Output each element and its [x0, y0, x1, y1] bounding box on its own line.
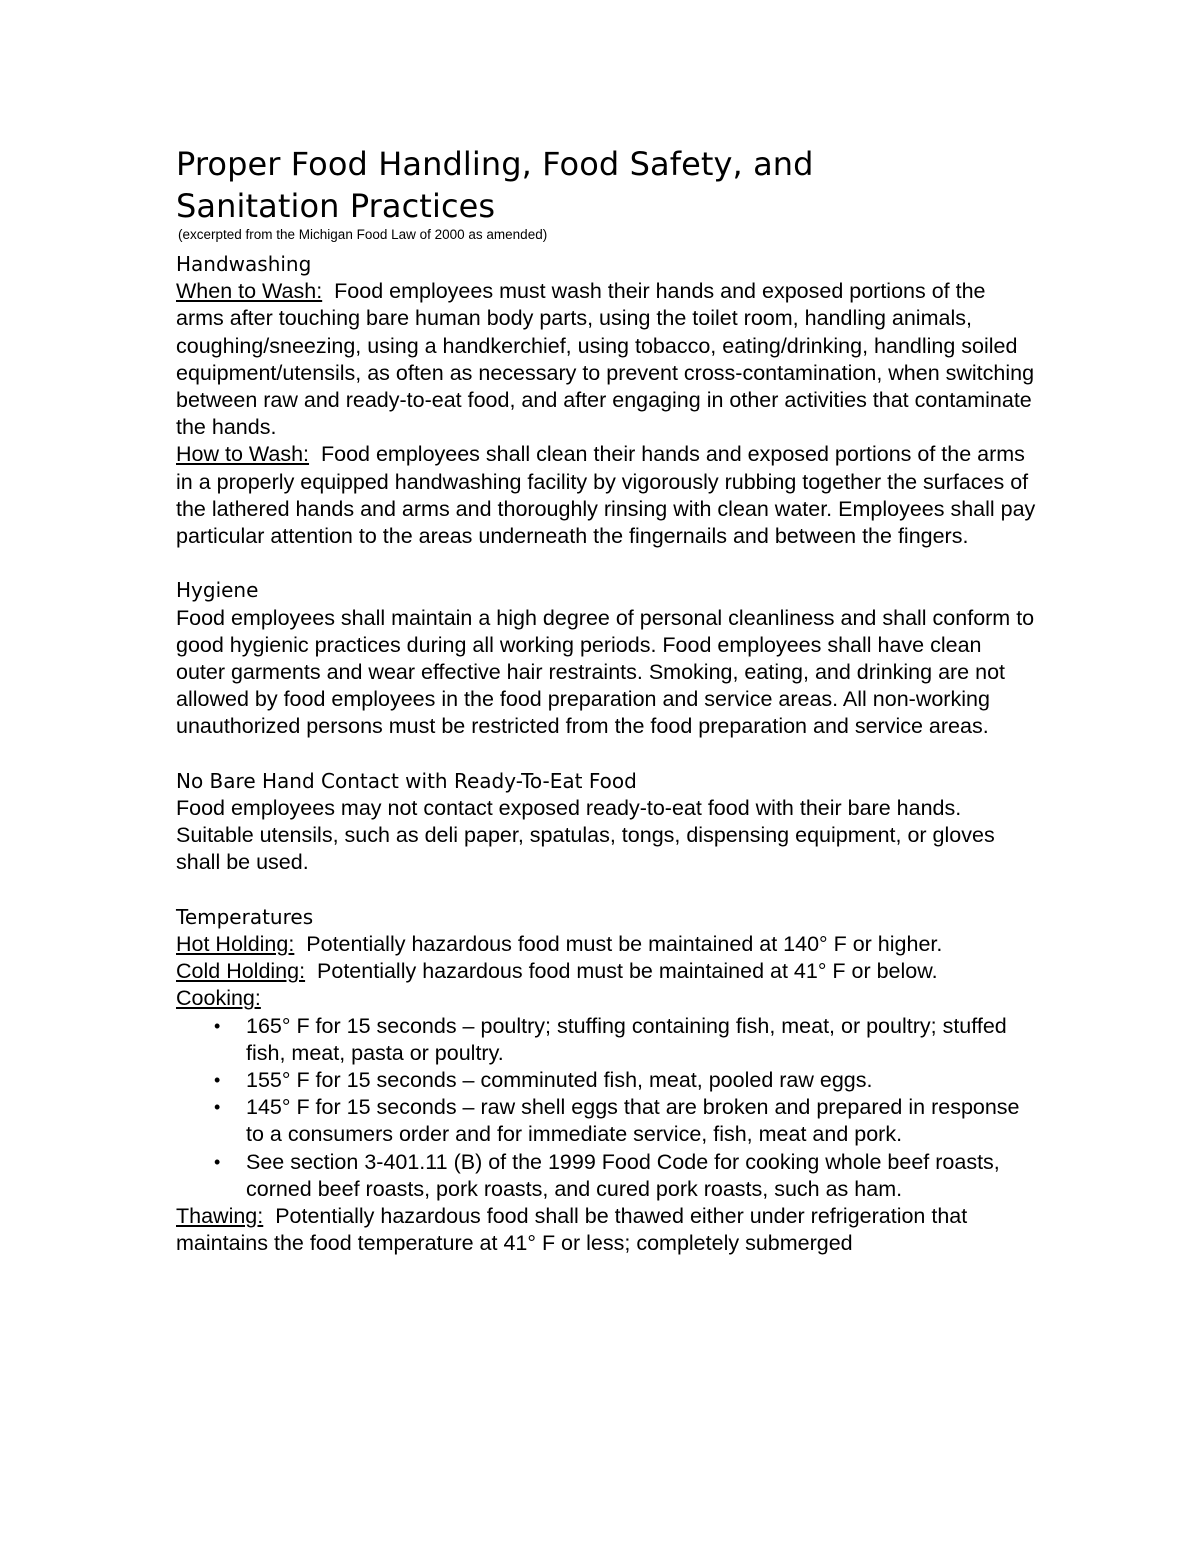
bullet-icon: • — [214, 1151, 221, 1172]
title-line-1: Proper Food Handling, Food Safety, and — [176, 145, 814, 183]
text-cold-holding: Potentially hazardous food must be maintained at 41° F or below. — [317, 959, 938, 984]
text-hot-holding: Potentially hazardous food must be maintained at 140° F or higher. — [306, 932, 943, 957]
list-item — [176, 1067, 1036, 1094]
list-item-text: See section 3-401.11 (B) of the 1999 Food Code for cooking whole beef roasts, corned beef roasts, pork roasts, and cured pork roasts, such as ham. — [246, 1149, 1000, 1201]
text-when-to-wash: Food employees must wash their hands and exposed portions of the arms after touching bare human body parts, using the toilet room, handling animals, coughing/sneezing, using a handkerchief, using tobacco, eating/drinking, handling soiled equipment/utensils, as often as necessary to prevent cross-contamination, when switching between raw and ready-to-eat food, and after engaging in other activities that contaminate the hands. — [176, 279, 1035, 440]
section-no-bare-hand-contact — [176, 768, 1036, 877]
section-heading-handwashing: Handwashing — [176, 252, 312, 276]
list-item — [176, 1149, 1036, 1203]
paragraph-thawing — [176, 1203, 1036, 1257]
label-cold-holding: Cold Holding: — [176, 959, 306, 984]
paragraph-cold-holding — [176, 958, 1036, 985]
paragraph-how-to-wash — [176, 441, 1036, 550]
paragraph-no-bare-hand-contact: Food employees may not contact exposed ready-to-eat food with their bare hands. Suitable utensils, such as deli paper, spatulas, tongs, dispensing equipment, or gloves shall be used. — [176, 796, 995, 875]
section-hygiene — [176, 577, 1036, 740]
section-heading-no-bare-hand-contact: No Bare Hand Contact with Ready-To-Eat Food — [176, 768, 637, 793]
paragraph-cooking — [176, 985, 1036, 1012]
spacer — [176, 243, 1036, 251]
list-item-text: 155° F for 15 seconds – comminuted fish, meat, pooled raw eggs. — [246, 1068, 873, 1093]
text-thawing: Potentially hazardous food shall be thawed either under refrigeration that maintains the food temperature at 41° F or less; completely submerged — [176, 1204, 968, 1256]
list-item — [176, 1094, 1036, 1148]
section-heading-temperatures: Temperatures — [176, 904, 314, 929]
section-heading-hygiene: Hygiene — [176, 578, 259, 603]
label-when-to-wash: When to Wash: — [176, 279, 323, 304]
list-item-text: 145° F for 15 seconds – raw shell eggs that are broken and prepared in response to a consumers order and for immediate service, fish, meat and pork. — [246, 1095, 1020, 1147]
document-subtitle: (excerpted from the Michigan Food Law of 2000 as amended) — [178, 227, 548, 242]
cooking-list — [176, 1013, 1036, 1203]
paragraph-hygiene: Food employees shall maintain a high degree of personal cleanliness and shall conform to good hygienic practices during all working periods. Food employees shall have clean outer garments and wear effective hair restraints. Smoking, eating, and drinking are not allowed by food employees in the food preparation and service areas. All non-working unauthorized persons must be restricted from the food preparation and service areas. — [176, 605, 1035, 739]
bullet-icon: • — [214, 1097, 221, 1118]
spacer — [176, 741, 1036, 768]
section-temperatures — [176, 904, 1036, 1258]
title-line-2: Sanitation Practices — [176, 187, 496, 225]
document-body — [176, 143, 1036, 1257]
document-title — [176, 143, 1036, 227]
label-how-to-wash: How to Wash: — [176, 442, 310, 467]
list-item-text: 165° F for 15 seconds – poultry; stuffing containing fish, meat, or poultry; stuffed fish, meat, pasta or poultry. — [246, 1013, 1007, 1065]
bullet-icon: • — [214, 1015, 221, 1036]
label-cooking: Cooking: — [176, 986, 261, 1011]
list-item — [176, 1013, 1036, 1067]
section-handwashing — [176, 251, 1036, 550]
label-hot-holding: Hot Holding: — [176, 932, 295, 957]
spacer — [176, 877, 1036, 904]
bullet-icon: • — [214, 1070, 221, 1091]
text-how-to-wash: Food employees shall clean their hands and exposed portions of the arms in a properly equipped handwashing facility by vigorously rubbing together the surfaces of the lathered hands and arms and thoroughly rinsing with clean water. Employees shall pay particular attention to the areas underneath the fingernails and between the fingers. — [176, 442, 1036, 549]
label-thawing: Thawing: — [176, 1204, 264, 1229]
spacer — [176, 550, 1036, 577]
paragraph-when-to-wash — [176, 278, 1036, 441]
paragraph-hot-holding — [176, 931, 1036, 958]
